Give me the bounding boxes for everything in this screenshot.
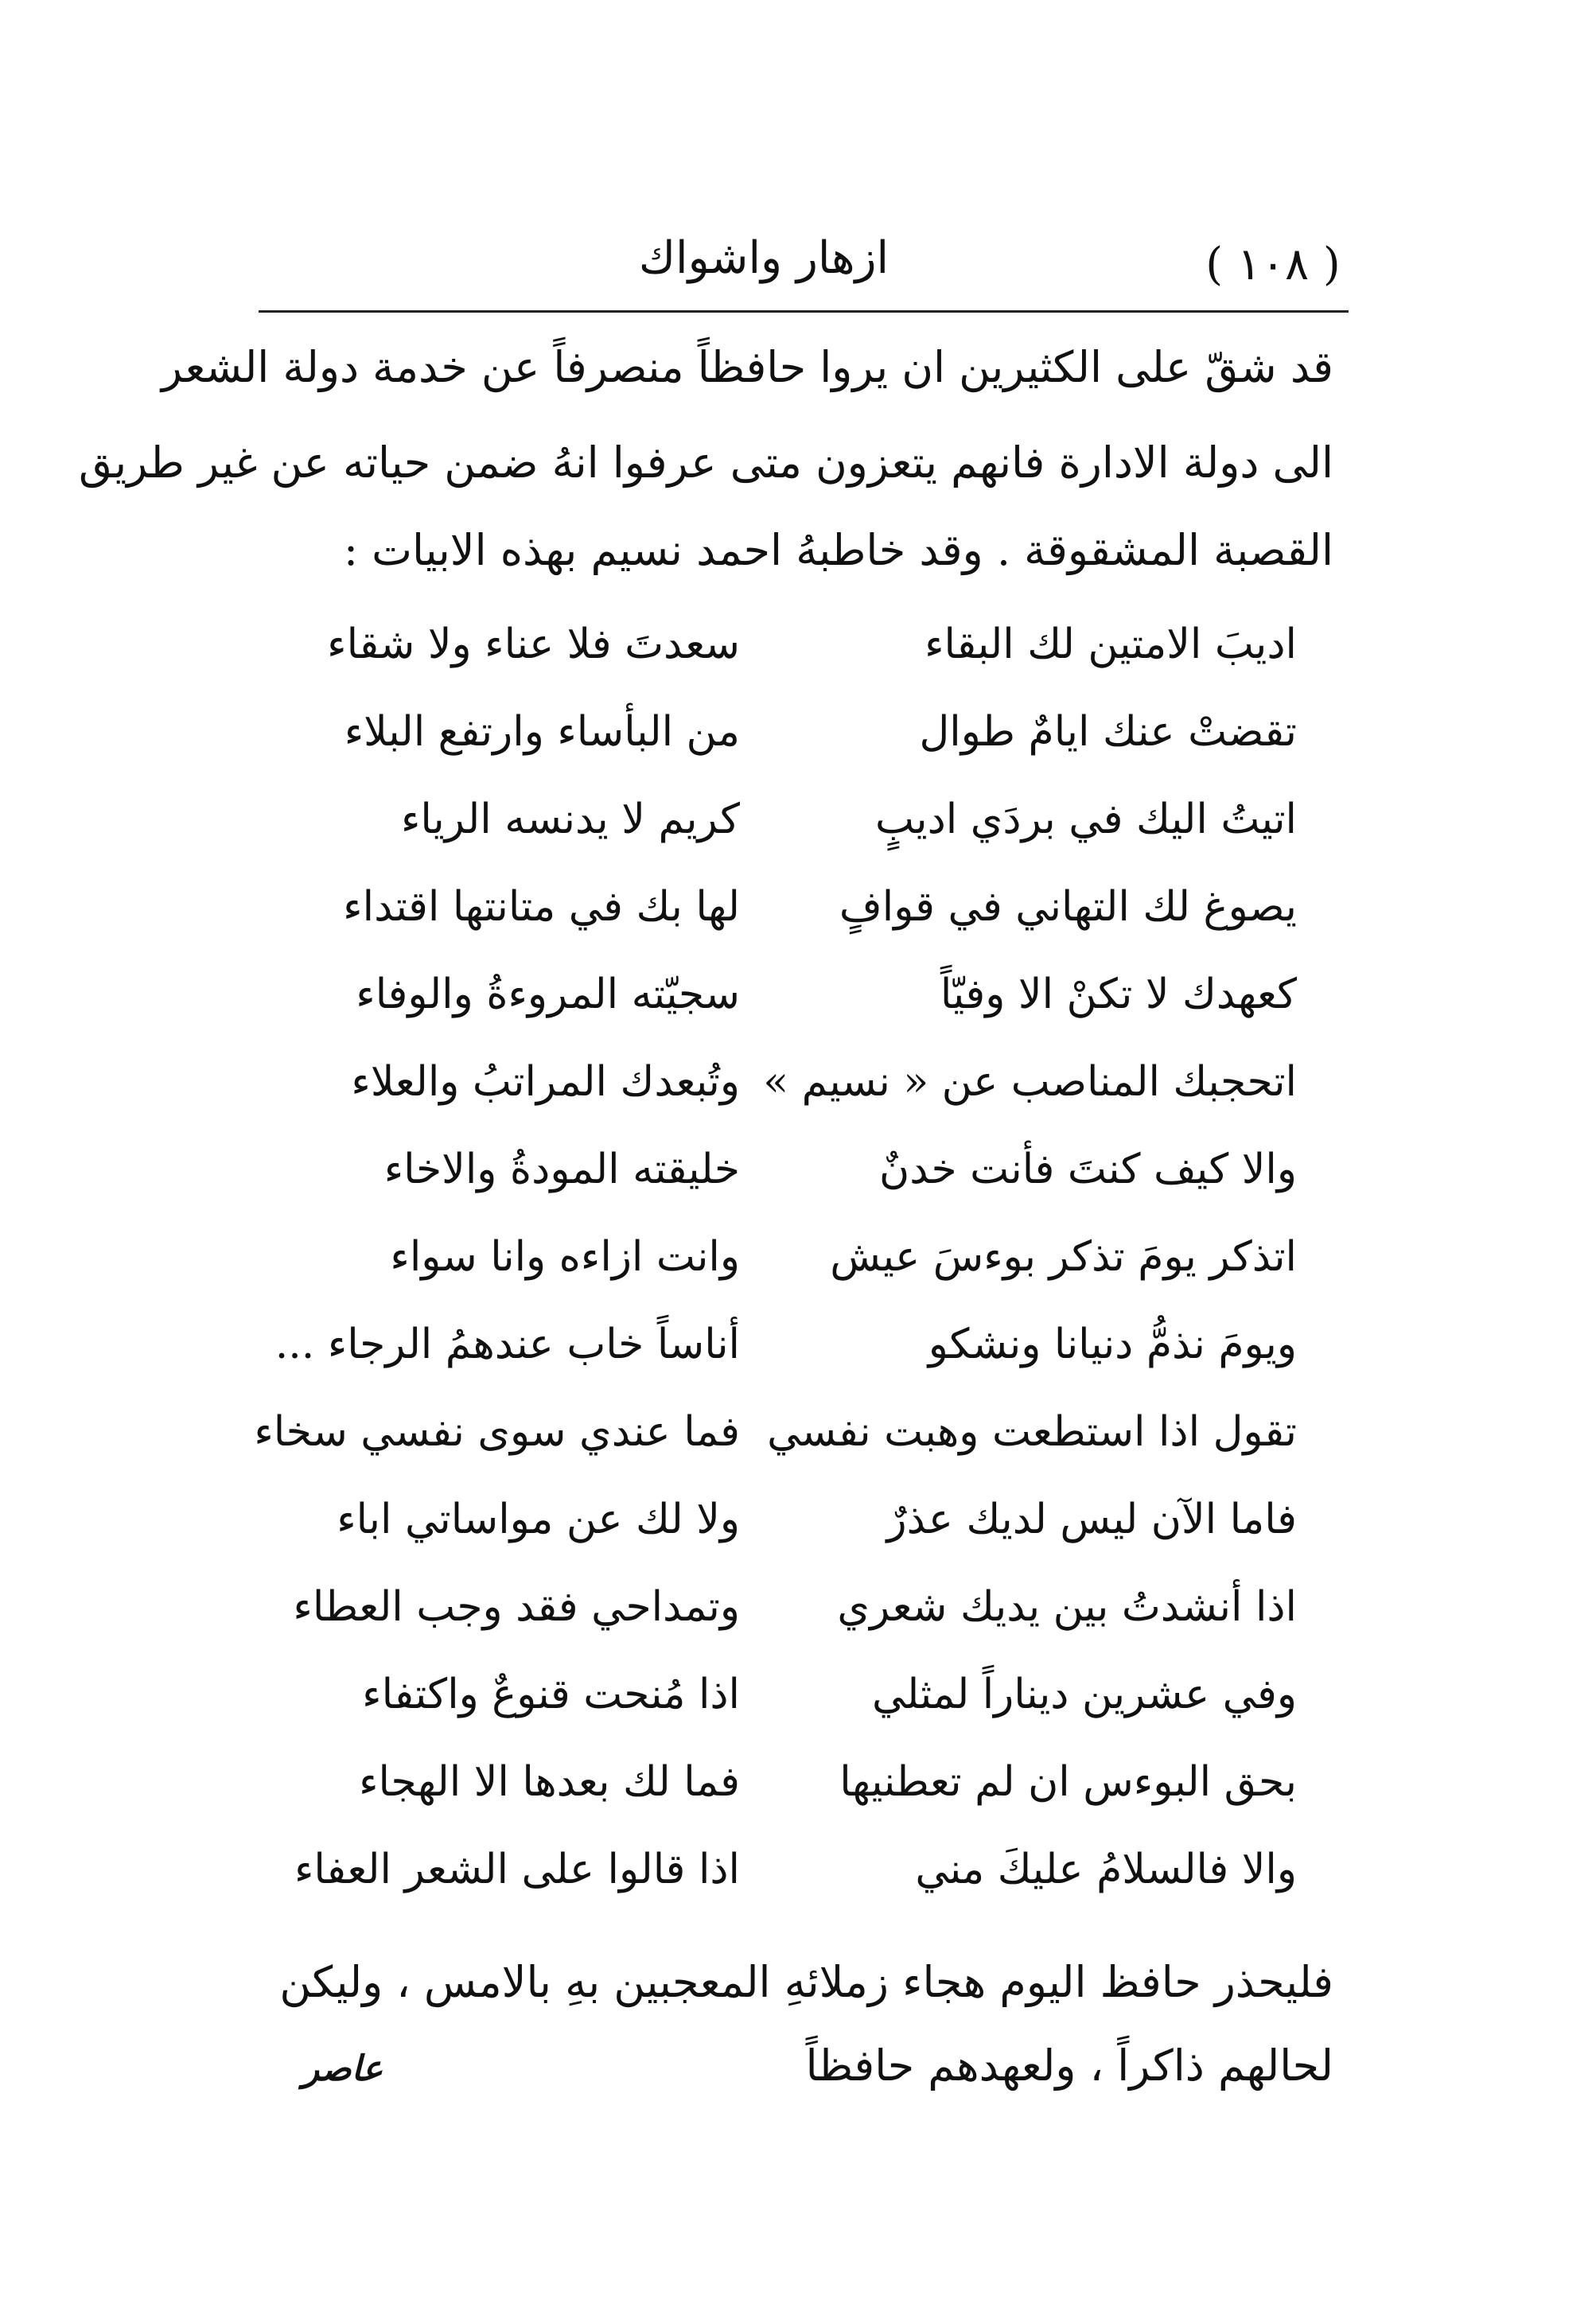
verse-second-hemistich: وتمداحي فقد وجب العطاء: [293, 1583, 740, 1631]
verse-second-hemistich: لها بك في متانتها اقتداء: [343, 883, 740, 931]
verse-second-hemistich: ولا لك عن مواساتي اباء: [337, 1496, 740, 1543]
verse-first-hemistich: وفي عشرين ديناراً لمثلي: [872, 1671, 1297, 1718]
verse-first-hemistich: اتذكر يومَ تذكر بوءسَ عيش: [830, 1233, 1297, 1281]
verse-first-hemistich: ويومَ نذمُّ دنيانا ونشكو: [928, 1321, 1297, 1368]
verse: [263, 1321, 1353, 1392]
verse-second-hemistich: وتُبعدك المراتبُ والعلاء: [351, 1058, 740, 1106]
author-signature: عاصر: [302, 2048, 383, 2089]
verse: [263, 883, 1353, 955]
verse-first-hemistich: اذا أنشدتُ بين يديك شعري: [837, 1583, 1297, 1631]
verse-second-hemistich: فما عندي سوى نفسي سخاء: [254, 1408, 740, 1456]
header-rule: [259, 310, 1349, 313]
verse: [263, 1758, 1353, 1830]
verse-second-hemistich: خليقته المودةُ والاخاء: [383, 1146, 740, 1193]
verse-first-hemistich: بحق البوءس ان لم تعطنيها: [839, 1758, 1297, 1806]
outro-line: فليحذر حافظ اليوم هجاء زملائهِ المعجبين بهِ بالامس ، وليكن: [279, 1957, 1333, 2007]
verse-first-hemistich: اتحجبك المناصب عن « نسيم »: [763, 1058, 1297, 1106]
verse: [263, 1496, 1353, 1567]
verse-second-hemistich: وانت ازاءه وانا سواء: [390, 1233, 740, 1281]
verse-second-hemistich: كريم لا يدنسه الرياء: [400, 796, 740, 843]
page-number: ( ١٠٨ ): [1205, 239, 1341, 290]
verse-second-hemistich: أناساً خاب عندهمُ الرجاء ...: [274, 1321, 740, 1368]
verse-first-hemistich: اتيتُ اليك في بردَي اديبٍ: [875, 796, 1297, 843]
verse-second-hemistich: فما لك بعدها الا الهجاء: [359, 1758, 740, 1806]
outro-line: لحالهم ذاكراً ، ولعهدهم حافظاً: [805, 2041, 1333, 2091]
intro-line: الى دولة الادارة فانهم يتعزون متى عرفوا انهُ ضمن حياته عن غير طريق: [79, 438, 1333, 488]
verse-first-hemistich: والا كيف كنتَ فأنت خدنٌ: [879, 1146, 1297, 1193]
running-title: ازهار واشواك: [638, 232, 889, 284]
verse: [263, 796, 1353, 867]
verse-second-hemistich: من البأساء وارتفع البلاء: [344, 708, 740, 756]
verse-first-hemistich: والا فالسلامُ عليكَ مني: [915, 1846, 1297, 1893]
verse-second-hemistich: سجيّته المروءةُ والوفاء: [356, 971, 740, 1018]
verse: [263, 1233, 1353, 1305]
verse-first-hemistich: كعهدك لا تكنْ الا وفيّاً: [940, 971, 1297, 1018]
verse-first-hemistich: اديبَ الامتين لك البقاء: [925, 621, 1297, 668]
verse-second-hemistich: اذا قالوا على الشعر العفاء: [294, 1846, 740, 1893]
verse: [263, 971, 1353, 1042]
verse-second-hemistich: سعدتَ فلا عناء ولا شقاء: [327, 621, 740, 668]
intro-line: القصبة المشقوقة . وقد خاطبهُ احمد نسيم بهذه الابيات :: [343, 525, 1333, 575]
verse: [263, 1583, 1353, 1655]
verse: [263, 1671, 1353, 1742]
verse: [263, 621, 1353, 692]
verse: [263, 1846, 1353, 1917]
verse: [263, 708, 1353, 780]
intro-line: قد شقّ على الكثيرين ان يروا حافظاً منصرفاً عن خدمة دولة الشعر: [161, 342, 1333, 392]
verse-second-hemistich: اذا مُنحت قنوعٌ واكتفاء: [362, 1671, 740, 1718]
verse-first-hemistich: تقول اذا استطعت وهبت نفسي: [767, 1408, 1297, 1456]
verse: [254, 1408, 1353, 1480]
verse-first-hemistich: تقضتْ عنك ايامٌ طوال: [919, 708, 1297, 756]
verse: [263, 1058, 1353, 1130]
verse-first-hemistich: يصوغ لك التهاني في قوافٍ: [839, 883, 1297, 931]
verse-first-hemistich: فاما الآن ليس لديك عذرٌ: [886, 1496, 1297, 1543]
verse: [263, 1146, 1353, 1217]
